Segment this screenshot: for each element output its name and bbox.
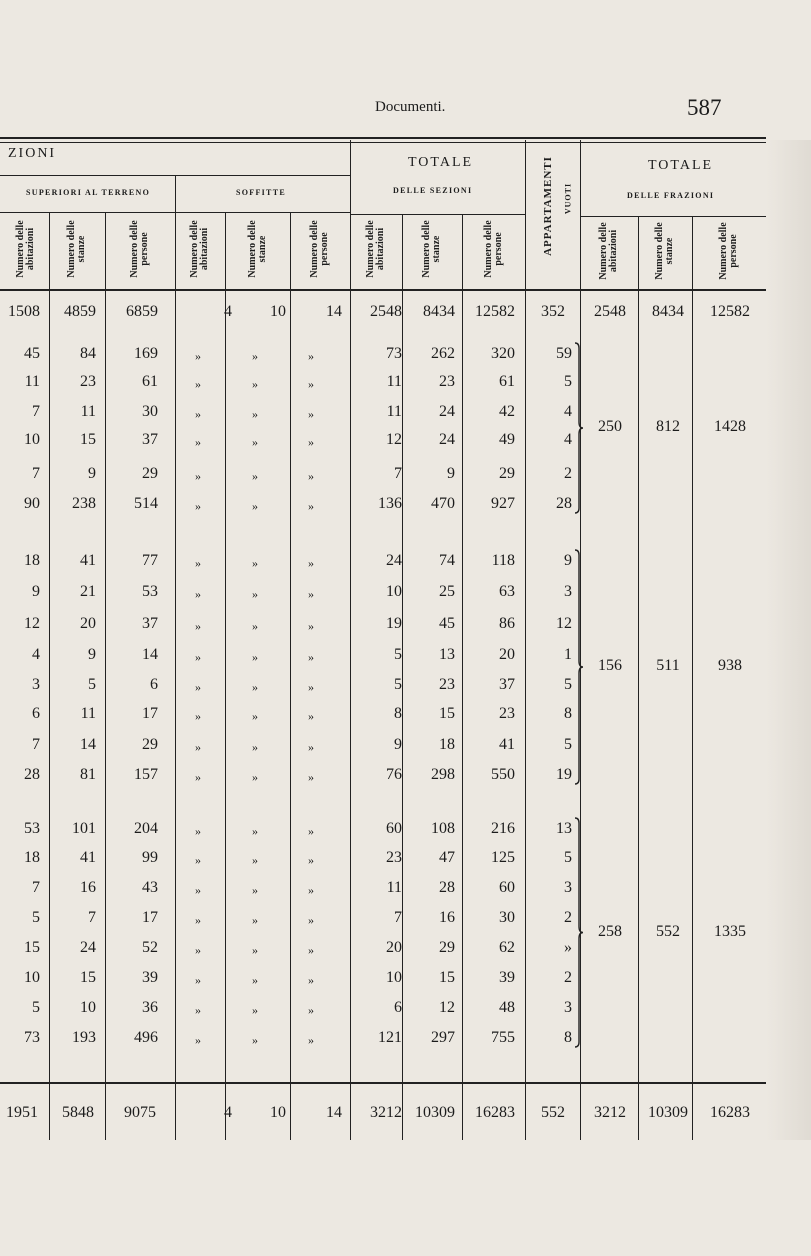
table-cell: 60 [386,820,402,837]
soffitte-cell: » [308,973,314,987]
table-cell: 12 [24,615,40,632]
vuoti-cell: 4 [564,431,572,448]
first-row-cell: 6859 [126,303,158,320]
column-divider [290,212,291,1140]
table-cell: 25 [439,583,455,600]
table-cell: 28 [24,766,40,783]
soffitte-cell: » [252,469,258,483]
totale-frazioni-label: TOTALE [648,158,714,173]
table-cell: 30 [142,403,158,420]
table-cell: 29 [142,736,158,753]
soffitte-cell: » [308,883,314,897]
table-cell: 238 [72,495,96,512]
column-header: Numero delle stanze [246,220,268,278]
top-rule-thin [0,142,766,143]
table-cell: 30 [499,909,515,926]
totals-row-cell: 10309 [648,1104,688,1121]
table-cell: 125 [491,849,515,866]
vuoti-cell: 5 [564,676,572,693]
column-header: Numero delle abitazioni [598,222,619,280]
table-cell: 262 [431,345,455,362]
column-divider [638,216,639,1140]
table-cell: 45 [24,345,40,362]
vuoti-cell: » [564,939,572,956]
soffitte-cell: » [195,740,201,754]
table-cell: 7 [394,465,402,482]
table-cell: 5 [88,676,96,693]
table-cell: 24 [439,403,455,420]
table-cell: 169 [134,345,158,362]
first-row-cell: 2548 [370,303,402,320]
soffitte-cell: » [308,587,314,601]
superiori-label: SUPERIORI AL TERRENO [26,188,151,197]
table-cell: 13 [439,646,455,663]
group-total-cell: 1335 [714,922,746,940]
table-cell: 9 [447,465,455,482]
table-cell: 11 [386,403,402,420]
totals-row-cell: 14 [326,1104,342,1121]
vuoti-cell: 13 [556,820,572,837]
table-cell: 37 [142,615,158,632]
table-cell: 17 [142,705,158,722]
table-cell: 9 [88,646,96,663]
totals-row-cell: 5848 [62,1104,94,1121]
table-cell: 39 [142,969,158,986]
table-cell: 29 [499,465,515,482]
soffitte-cell: » [308,556,314,570]
table-cell: 28 [439,879,455,896]
table-cell: 53 [24,820,40,837]
soffitte-cell: » [252,619,258,633]
table-cell: 20 [386,939,402,956]
page-number: 587 [687,95,722,120]
vuoti-cell: 4 [564,403,572,420]
table-cell: 5 [32,999,40,1016]
table-cell: 11 [24,373,40,390]
table-cell: 77 [142,552,158,569]
table-cell: 10 [24,969,40,986]
column-divider [402,214,403,1140]
soffitte-cell: » [252,377,258,391]
first-row-cell: 14 [326,303,342,320]
soffitte-cell: » [195,943,201,957]
soffitte-cell: » [308,650,314,664]
first-row-cell: 8434 [652,303,684,320]
soffitte-cell: » [308,1033,314,1047]
table-cell: 7 [32,465,40,482]
table-cell: 61 [499,373,515,390]
table-cell: 86 [499,615,515,632]
table-cell: 755 [491,1029,515,1046]
soffitte-cell: » [195,853,201,867]
group-total-cell: 812 [656,418,680,435]
first-row-cell: 8434 [423,303,455,320]
table-cell: 23 [439,373,455,390]
column-divider [225,212,226,1140]
table-cell: 8 [394,705,402,722]
soffitte-cell: » [195,556,201,570]
table-cell: 84 [80,345,96,362]
table-cell: 45 [439,615,455,632]
soffitte-cell: » [195,499,201,513]
table-cell: 16 [439,909,455,926]
table-cell: 52 [142,939,158,956]
table-cell: 24 [386,552,402,569]
vuoti-cell: 3 [564,583,572,600]
soffitte-cell: » [195,824,201,838]
soffitte-cell: » [195,469,201,483]
column-divider [105,212,106,1140]
table-cell: 496 [134,1029,158,1046]
table-cell: 550 [491,766,515,783]
table-cell: 9 [394,736,402,753]
soffitte-cell: » [308,680,314,694]
totals-row-cell: 3212 [594,1104,626,1121]
table-cell: 11 [80,705,96,722]
soffitte-cell: » [195,883,201,897]
soffitte-cell: » [252,680,258,694]
table-cell: 927 [491,495,515,512]
table-cell: 41 [80,849,96,866]
vuoti-cell: 5 [564,373,572,390]
table-cell: 514 [134,495,158,512]
column-header: Numero delle persone [129,220,150,278]
table-cell: 15 [80,431,96,448]
vuoti-cell: 2 [564,969,572,986]
soffitte-cell: » [308,824,314,838]
table-cell: 6 [150,676,158,693]
vuoti-cell: 12 [556,615,572,632]
vuoti-cell: 2 [564,909,572,926]
adjacent-page-bleed [766,140,811,1140]
soffitte-cell: » [252,824,258,838]
table-cell: 60 [499,879,515,896]
table-cell: 6 [394,999,402,1016]
table-cell: 23 [499,705,515,722]
table-cell: 18 [439,736,455,753]
table-cell: 62 [499,939,515,956]
appartamenti-sub: VUOTI [563,182,573,215]
table-cell: 11 [386,879,402,896]
vuoti-cell: 19 [556,766,572,783]
soffitte-cell: » [308,853,314,867]
table-cell: 23 [80,373,96,390]
column-header: Numero delle stanze [421,220,442,278]
table-cell: 7 [32,403,40,420]
table-cell: 10 [24,431,40,448]
soffitte-cell: » [252,435,258,449]
soffitte-cell: » [252,973,258,987]
header-rule-cols-sezioni [350,214,525,215]
table-cell: 21 [80,583,96,600]
table-cell: 5 [394,676,402,693]
soffitte-cell: » [195,770,201,784]
column-header: Numero delle stanze [654,222,675,280]
table-cell: 10 [80,999,96,1016]
soffitte-cell: » [308,943,314,957]
table-cell: 216 [491,820,515,837]
table-cell: 320 [491,345,515,362]
totale-sezioni-sub: DELLE SEZIONI [393,186,473,195]
soffitte-cell: » [308,709,314,723]
soffitte-cell: » [252,499,258,513]
table-cell: 10 [386,583,402,600]
soffitte-cell: » [308,407,314,421]
table-cell: 136 [378,495,402,512]
table-cell: 37 [142,431,158,448]
soffitte-cell: » [252,650,258,664]
table-cell: 43 [142,879,158,896]
soffitte-cell: » [195,973,201,987]
group-total-cell: 250 [598,418,622,435]
soffitte-cell: » [252,853,258,867]
table-cell: 18 [24,849,40,866]
table-cell: 108 [431,820,455,837]
table-cell: 470 [431,495,455,512]
table-cell: 12 [439,999,455,1016]
totals-row-cell: 9075 [124,1104,156,1121]
header-rule-cols-left [0,212,350,213]
column-divider [49,212,50,1140]
column-header: Numero delle stanze [66,220,87,278]
soffitte-cell: » [308,469,314,483]
first-row-cell: 10 [270,303,286,320]
soffitte-cell: » [252,883,258,897]
table-cell: 36 [142,999,158,1016]
table-cell: 19 [386,615,402,632]
top-rule [0,137,766,139]
table-cell: 9 [88,465,96,482]
first-row-cell: 12582 [475,303,515,320]
first-row-cell: 1508 [8,303,40,320]
table-cell: 4 [32,646,40,663]
table-cell: 49 [499,431,515,448]
table-cell: 39 [499,969,515,986]
table-cell: 157 [134,766,158,783]
table-cell: 47 [439,849,455,866]
soffitte-cell: » [195,435,201,449]
table-cell: 18 [24,552,40,569]
table-cell: 24 [80,939,96,956]
soffitte-cell: » [308,1003,314,1017]
table-cell: 15 [24,939,40,956]
table-cell: 298 [431,766,455,783]
table-cell: 7 [32,879,40,896]
vuoti-cell: 3 [564,879,572,896]
column-divider [462,214,463,1140]
column-header: Numero delle persone [482,220,504,278]
table-cell: 81 [80,766,96,783]
soffitte-cell: » [195,1033,201,1047]
table-cell: 41 [80,552,96,569]
soffitte-cell: » [252,1033,258,1047]
table-cell: 73 [24,1029,40,1046]
table-cell: 7 [394,909,402,926]
soffitte-cell: » [252,349,258,363]
soffitte-cell: » [252,943,258,957]
first-row-cell: 12582 [710,303,750,320]
table-cell: 90 [24,495,40,512]
column-header: Numero delle abitazioni [14,220,36,278]
header-rule-cols-frazioni [580,216,766,217]
column-divider [692,216,693,1140]
soffitte-cell: » [252,709,258,723]
column-header: Numero delle abitazioni [189,220,210,278]
soffitte-cell: » [252,770,258,784]
soffitte-cell: » [308,740,314,754]
soffitte-cell: » [195,913,201,927]
vuoti-cell: 5 [564,736,572,753]
soffitte-cell: » [195,349,201,363]
soffitte-cell: » [195,587,201,601]
table-cell: 6 [32,705,40,722]
table-cell: 15 [439,705,455,722]
group-total-cell: 938 [718,657,742,674]
running-title: Documenti. [375,99,446,115]
table-cell: 23 [386,849,402,866]
first-row-cell: 352 [541,303,565,320]
table-cell: 101 [72,820,96,837]
soffitte-cell: » [308,377,314,391]
column-header: Numero delle abitazioni [365,220,386,278]
soffitte-cell: » [308,349,314,363]
table-cell: 9 [32,583,40,600]
table-cell: 15 [80,969,96,986]
vuoti-cell: 59 [556,345,572,362]
first-row-cell: 4 [224,303,232,320]
table-cell: 14 [142,646,158,663]
soffitte-cell: » [308,619,314,633]
header-rule-sub [0,175,350,176]
table-cell: 53 [142,583,158,600]
soffitte-cell: » [308,770,314,784]
totals-row-cell: 552 [541,1104,565,1121]
totale-sezioni-label: TOTALE [408,155,474,170]
group-total-cell: 1428 [714,418,746,435]
table-cell: 73 [386,345,402,362]
vuoti-cell: 28 [556,495,572,512]
table-cell: 204 [134,820,158,837]
vuoti-cell: 8 [564,705,572,722]
table-cell: 99 [142,849,158,866]
soffitte-cell: » [195,619,201,633]
soffitte-cell: » [252,556,258,570]
table-cell: 16 [80,879,96,896]
table-cell: 121 [378,1029,402,1046]
header-bottom-rule [0,289,766,291]
table-cell: 5 [394,646,402,663]
soffitte-cell: » [195,1003,201,1017]
soffitte-cell: » [308,913,314,927]
first-row-cell: 4859 [64,303,96,320]
table-cell: 61 [142,373,158,390]
table-cell: 11 [386,373,402,390]
vuoti-cell: 5 [564,849,572,866]
totals-row-cell: 16283 [475,1104,515,1121]
table-cell: 20 [499,646,515,663]
table-cell: 42 [499,403,515,420]
table-cell: 5 [32,909,40,926]
table-cell: 76 [386,766,402,783]
table-cell: 63 [499,583,515,600]
vuoti-cell: 1 [564,646,572,663]
totals-row-cell: 3212 [370,1104,402,1121]
appartamenti-label: APPARTAMENTI [542,156,554,256]
soffitte-cell: » [252,913,258,927]
vuoti-cell: 9 [564,552,572,569]
table-cell: 12 [386,431,402,448]
soffitte-cell: » [195,709,201,723]
column-header: Numero delle persone [718,222,739,280]
totals-row-cell: 1951 [6,1104,38,1121]
group-total-cell: 552 [656,922,680,940]
totals-row-cell: 16283 [710,1104,750,1121]
soffitte-cell: » [252,407,258,421]
table-cell: 7 [32,736,40,753]
group-total-cell: 156 [598,657,622,674]
table-cell: 193 [72,1029,96,1046]
soffitte-cell: » [252,587,258,601]
totals-row-cell: 10 [270,1104,286,1121]
table-cell: 11 [80,403,96,420]
soffitte-cell: » [195,650,201,664]
soffitte-cell: » [252,740,258,754]
table-cell: 29 [142,465,158,482]
totals-row-cell: 4 [224,1104,232,1121]
table-cell: 37 [499,676,515,693]
column-divider [175,175,176,1140]
table-cell: 15 [439,969,455,986]
table-cell: 7 [88,909,96,926]
vuoti-cell: 8 [564,1029,572,1046]
first-row-cell: 2548 [594,303,626,320]
soffitte-cell: » [195,407,201,421]
table-cell: 41 [499,736,515,753]
soffitte-cell: » [308,499,314,513]
table-cell: 10 [386,969,402,986]
table-cell: 48 [499,999,515,1016]
vuoti-cell: 3 [564,999,572,1016]
group-total-cell: 258 [598,922,622,940]
section-fragment-label: ZIONI [8,146,57,161]
soffitte-cell: » [195,377,201,391]
table-cell: 24 [439,431,455,448]
vuoti-cell: 2 [564,465,572,482]
table-cell: 3 [32,676,40,693]
totals-top-rule [0,1082,766,1084]
table-cell: 74 [439,552,455,569]
soffitte-cell: » [195,680,201,694]
soffitte-cell: » [252,1003,258,1017]
group-total-cell: 511 [656,657,680,674]
table-cell: 297 [431,1029,455,1046]
table-cell: 23 [439,676,455,693]
column-header: Numero delle persone [309,220,330,278]
table-cell: 20 [80,615,96,632]
totale-frazioni-sub: DELLE FRAZIONI [627,191,715,200]
totals-row-cell: 10309 [415,1104,455,1121]
soffitte-label: SOFFITTE [236,188,286,197]
soffitte-cell: » [308,435,314,449]
table-cell: 17 [142,909,158,926]
table-cell: 118 [491,552,515,569]
table-cell: 29 [439,939,455,956]
table-cell: 14 [80,736,96,753]
